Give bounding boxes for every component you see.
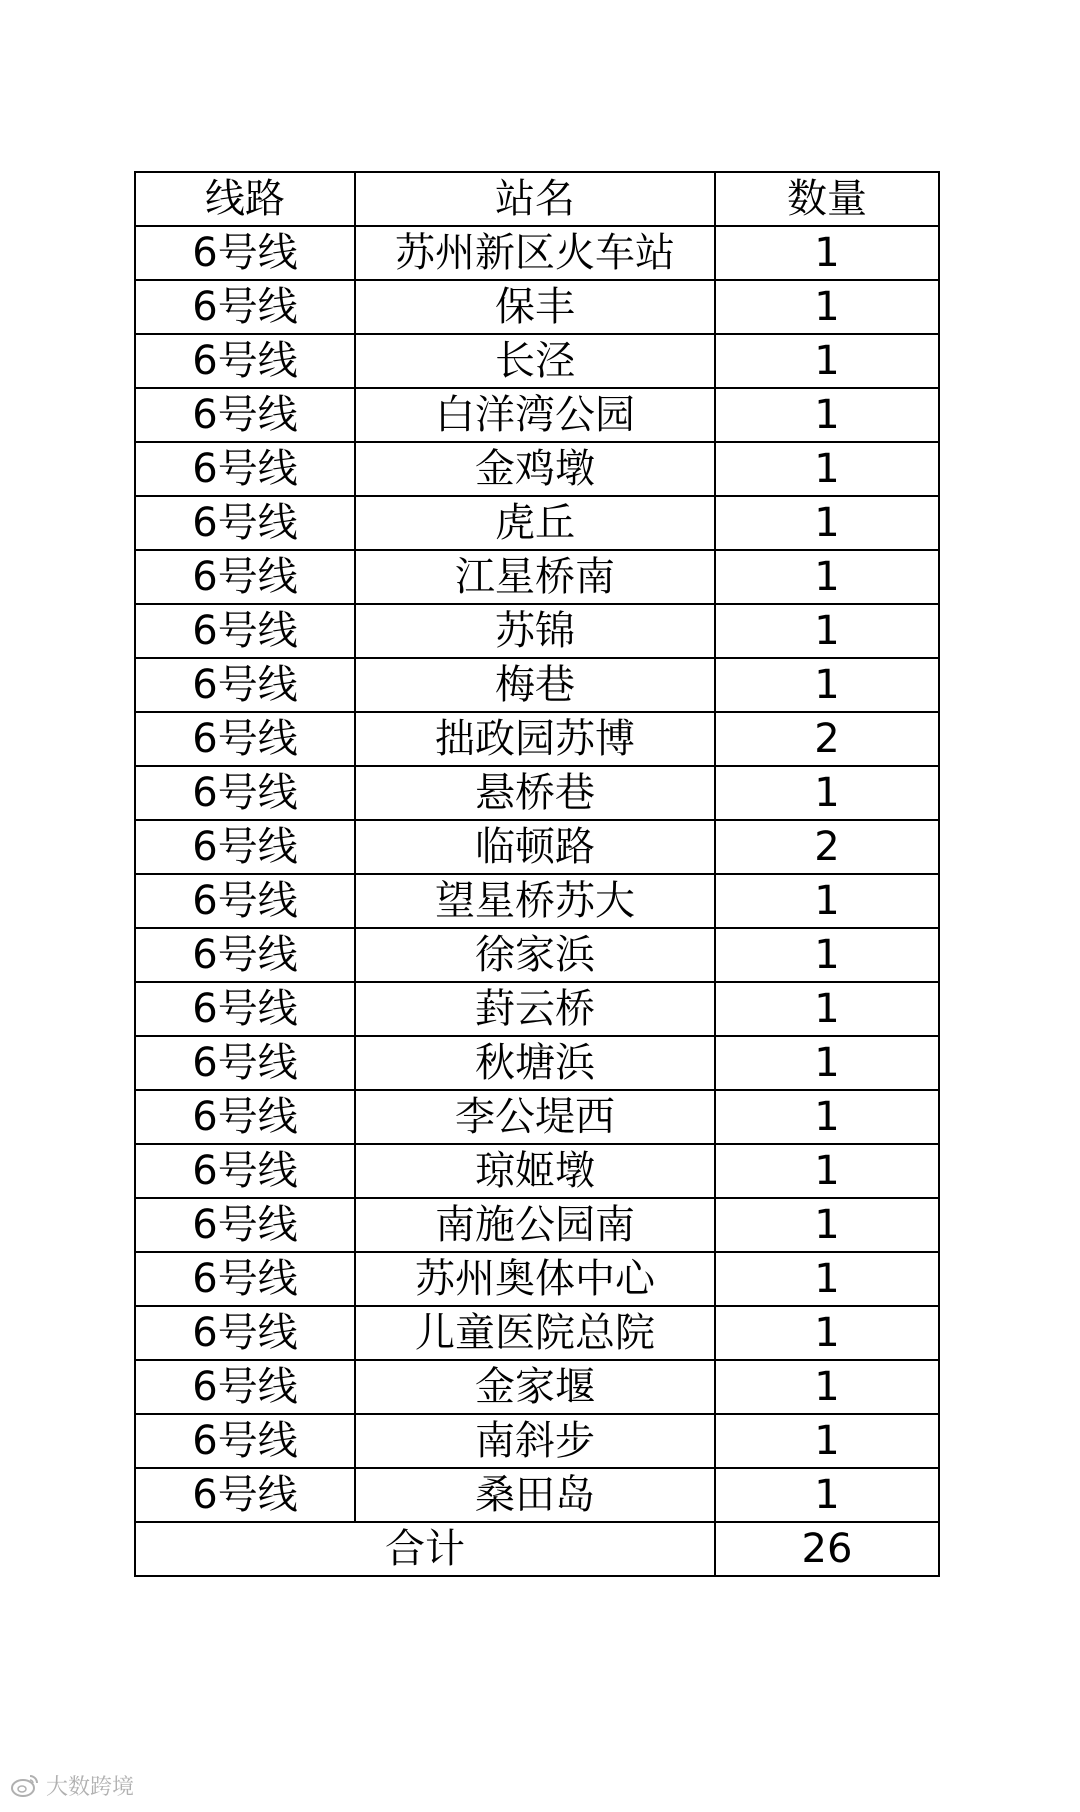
cell-quantity: 1: [715, 1414, 939, 1468]
table-row: [135, 1036, 939, 1090]
cell-line: 6号线: [135, 1306, 355, 1360]
cell-quantity: 1: [715, 388, 939, 442]
cell-station: 苏州奥体中心: [355, 1252, 715, 1306]
table-total-row: [135, 1522, 939, 1576]
cell-quantity: 1: [715, 496, 939, 550]
table-row: [135, 388, 939, 442]
table-row: [135, 1360, 939, 1414]
cell-quantity: 1: [715, 874, 939, 928]
cell-quantity: 1: [715, 766, 939, 820]
cell-line: 6号线: [135, 874, 355, 928]
cell-line: 6号线: [135, 334, 355, 388]
cell-station: 金家堰: [355, 1360, 715, 1414]
cell-quantity: 1: [715, 1198, 939, 1252]
cell-quantity: 1: [715, 442, 939, 496]
cell-line: 6号线: [135, 1252, 355, 1306]
table-row: [135, 1252, 939, 1306]
station-quantity-table: [134, 171, 940, 1577]
table-row: [135, 550, 939, 604]
cell-quantity: 1: [715, 658, 939, 712]
cell-line: 6号线: [135, 1414, 355, 1468]
cell-line: 6号线: [135, 712, 355, 766]
cell-line: 6号线: [135, 550, 355, 604]
cell-quantity: 1: [715, 280, 939, 334]
table-row: [135, 604, 939, 658]
cell-line: 6号线: [135, 496, 355, 550]
table-row: [135, 1468, 939, 1522]
cell-line: 6号线: [135, 1036, 355, 1090]
table-row: [135, 1090, 939, 1144]
cell-station: 琼姬墩: [355, 1144, 715, 1198]
cell-line: 6号线: [135, 604, 355, 658]
table-row: [135, 280, 939, 334]
cell-station: 拙政园苏博: [355, 712, 715, 766]
header-line: 线路: [135, 172, 355, 226]
cell-station: 南斜步: [355, 1414, 715, 1468]
table-row: [135, 1414, 939, 1468]
table-row: [135, 766, 939, 820]
cell-line: 6号线: [135, 226, 355, 280]
table-row: [135, 496, 939, 550]
cell-quantity: 2: [715, 712, 939, 766]
cell-quantity: 1: [715, 1090, 939, 1144]
cell-station: 金鸡墩: [355, 442, 715, 496]
cell-quantity: 1: [715, 334, 939, 388]
cell-line: 6号线: [135, 928, 355, 982]
cell-station: 望星桥苏大: [355, 874, 715, 928]
total-value: 26: [715, 1522, 939, 1576]
cell-quantity: 1: [715, 928, 939, 982]
table-row: [135, 712, 939, 766]
header-quantity: 数量: [715, 172, 939, 226]
cell-station: 白洋湾公园: [355, 388, 715, 442]
cell-quantity: 1: [715, 1306, 939, 1360]
cell-station: 儿童医院总院: [355, 1306, 715, 1360]
cell-line: 6号线: [135, 658, 355, 712]
table-row: [135, 658, 939, 712]
table-row: [135, 334, 939, 388]
table-row: [135, 1144, 939, 1198]
cell-station: 葑云桥: [355, 982, 715, 1036]
watermark: [10, 1770, 134, 1800]
cell-station: 梅巷: [355, 658, 715, 712]
cell-quantity: 1: [715, 1036, 939, 1090]
cell-line: 6号线: [135, 442, 355, 496]
table-body: [135, 226, 939, 1522]
cell-station: 苏州新区火车站: [355, 226, 715, 280]
cell-station: 长泾: [355, 334, 715, 388]
cell-quantity: 1: [715, 1468, 939, 1522]
cell-station: 桑田岛: [355, 1468, 715, 1522]
table-row: [135, 226, 939, 280]
cell-station: 李公堤西: [355, 1090, 715, 1144]
weibo-logo-icon: [10, 1772, 40, 1798]
cell-station: 悬桥巷: [355, 766, 715, 820]
total-label: 合计: [135, 1522, 715, 1576]
cell-quantity: 1: [715, 550, 939, 604]
table-row: [135, 928, 939, 982]
cell-line: 6号线: [135, 1090, 355, 1144]
table-row: [135, 820, 939, 874]
cell-station: 虎丘: [355, 496, 715, 550]
cell-station: 江星桥南: [355, 550, 715, 604]
cell-line: 6号线: [135, 388, 355, 442]
cell-quantity: 1: [715, 982, 939, 1036]
cell-station: 苏锦: [355, 604, 715, 658]
table-row: [135, 874, 939, 928]
cell-station: 保丰: [355, 280, 715, 334]
cell-quantity: 1: [715, 604, 939, 658]
cell-quantity: 1: [715, 1360, 939, 1414]
cell-line: 6号线: [135, 1468, 355, 1522]
cell-quantity: 1: [715, 1144, 939, 1198]
table-row: [135, 982, 939, 1036]
table-row: [135, 1306, 939, 1360]
cell-line: 6号线: [135, 1360, 355, 1414]
cell-station: 南施公园南: [355, 1198, 715, 1252]
header-station: 站名: [355, 172, 715, 226]
cell-line: 6号线: [135, 982, 355, 1036]
cell-station: 徐家浜: [355, 928, 715, 982]
cell-quantity: 1: [715, 226, 939, 280]
cell-quantity: 1: [715, 1252, 939, 1306]
table-row: [135, 442, 939, 496]
cell-line: 6号线: [135, 280, 355, 334]
cell-line: 6号线: [135, 766, 355, 820]
watermark-text: 大数跨境: [46, 1774, 135, 1800]
table-row: [135, 1198, 939, 1252]
table-header-row: [135, 172, 939, 226]
cell-line: 6号线: [135, 1144, 355, 1198]
cell-line: 6号线: [135, 820, 355, 874]
cell-quantity: 2: [715, 820, 939, 874]
cell-station: 秋塘浜: [355, 1036, 715, 1090]
cell-line: 6号线: [135, 1198, 355, 1252]
cell-station: 临顿路: [355, 820, 715, 874]
